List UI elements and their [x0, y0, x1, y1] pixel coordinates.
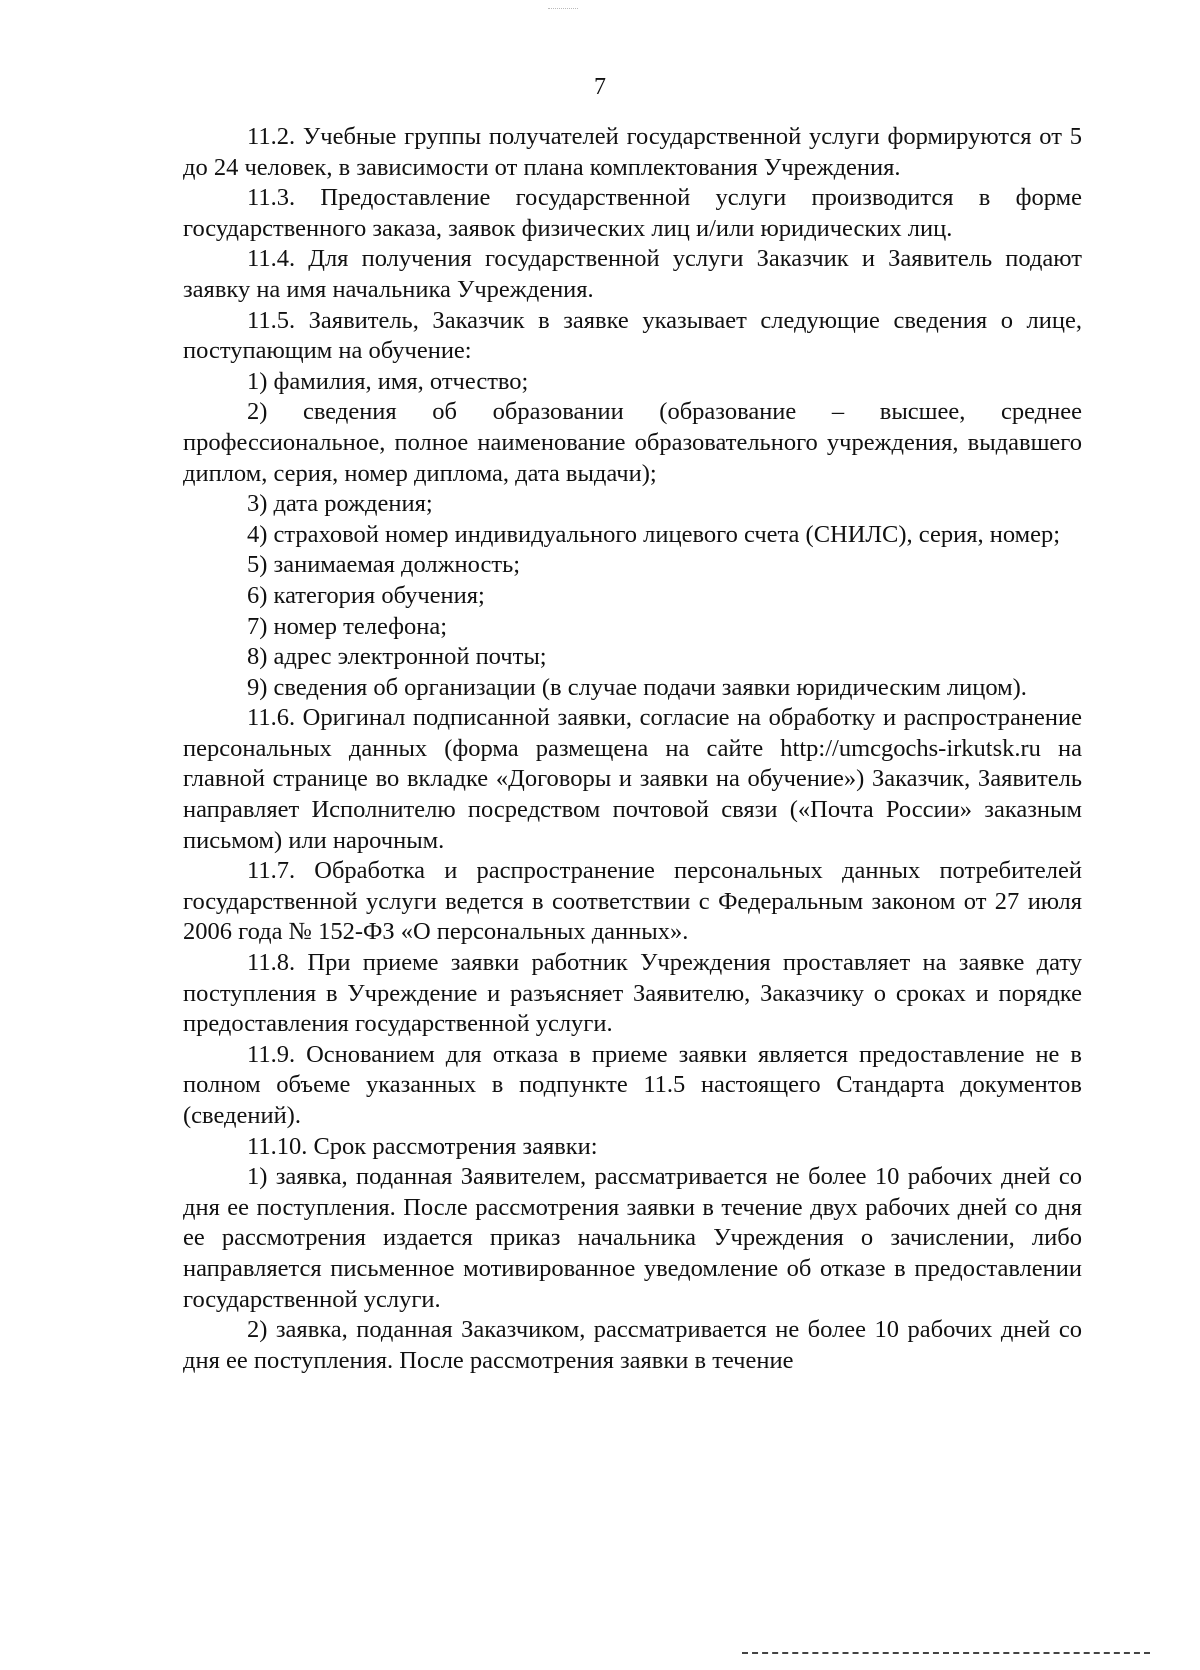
list-item: 1) заявка, поданная Заявителем, рассматривается не более 10 рабочих дней со дня ее поступления. После рассмотрения заявки в течение двух рабочих дней со дня ее рассмотрения издается приказ начальника Учреждения о зачислении, либо направляется письменное мотивированное уведомление об отказе в предоставлении государственной услуги. — [183, 1163, 1082, 1313]
document-body — [183, 122, 1082, 1376]
scan-edge-line — [742, 1652, 1150, 1654]
paragraph-11-3: 11.3. Предоставление государственной услуги производится в форме государственного заказа, заявок физических лиц и/или юридических лиц. — [183, 184, 1082, 242]
list-item: 2) заявка, поданная Заказчиком, рассматривается не более 10 рабочих дней со дня ее поступления. После рассмотрения заявки в течение — [183, 1316, 1082, 1374]
list-item: 5) занимаемая должность; — [247, 551, 521, 579]
list-item: 6) категория обучения; — [247, 581, 485, 609]
list-item: 3) дата рождения; — [247, 490, 433, 518]
list-item: 1) фамилия, имя, отчество; — [247, 367, 529, 395]
paragraph-11-10: 11.10. Срок рассмотрения заявки: — [247, 1132, 598, 1160]
list-item: 7) номер телефона; — [247, 612, 448, 640]
list-item: 4) страховой номер индивидуального лицевого счета (СНИЛС), серия, номер; — [247, 520, 1061, 548]
list-item: 8) адрес электронной почты; — [247, 643, 547, 671]
list-item: 2) сведения об образовании (образование – высшее, среднее профессиональное, полное наименование образовательного учреждения, выдавшего диплом, серия, номер диплома, дата выдачи); — [183, 398, 1082, 487]
paragraph-11-6: 11.6. Оригинал подписанной заявки, согласие на обработку и распространение персональных данных (форма размещена на сайте http://umcgochs-irkutsk.ru на главной странице во вкладке «Договоры и заявки на обучение») Заказчик, Заявитель направляет Исполнителю посредством почтовой связи («Почта России» заказным письмом) или нарочным. — [183, 704, 1082, 854]
paragraph-11-8: 11.8. При приеме заявки работник Учреждения проставляет на заявке дату поступления в Учреждение и разъясняет Заявителю, Заказчику о сроках и порядке предоставления государственной услуги. — [183, 949, 1082, 1038]
page-number: 7 — [594, 74, 606, 100]
paragraph-11-4: 11.4. Для получения государственной услуги Заказчик и Заявитель подают заявку на имя начальника Учреждения. — [183, 245, 1082, 303]
paragraph-11-2: 11.2. Учебные группы получателей государственной услуги формируются от 5 до 24 человек, в зависимости от плана комплектования Учреждения. — [183, 123, 1082, 181]
paragraph-11-9: 11.9. Основанием для отказа в приеме заявки является предоставление не в полном объеме указанных в подпункте 11.5 настоящего Стандарта документов (сведений). — [183, 1040, 1082, 1129]
list-item: 9) сведения об организации (в случае подачи заявки юридическим лицом). — [247, 673, 1027, 701]
paragraph-11-7: 11.7. Обработка и распространение персональных данных потребителей государственной услуги ведется в соответствии с Федеральным законом от 27 июля 2006 года № 152-ФЗ «О персональных данных». — [183, 857, 1082, 946]
paragraph-11-5: 11.5. Заявитель, Заказчик в заявке указывает следующие сведения о лице, поступающим на обучение: — [183, 306, 1082, 365]
scan-artifact — [548, 8, 578, 11]
